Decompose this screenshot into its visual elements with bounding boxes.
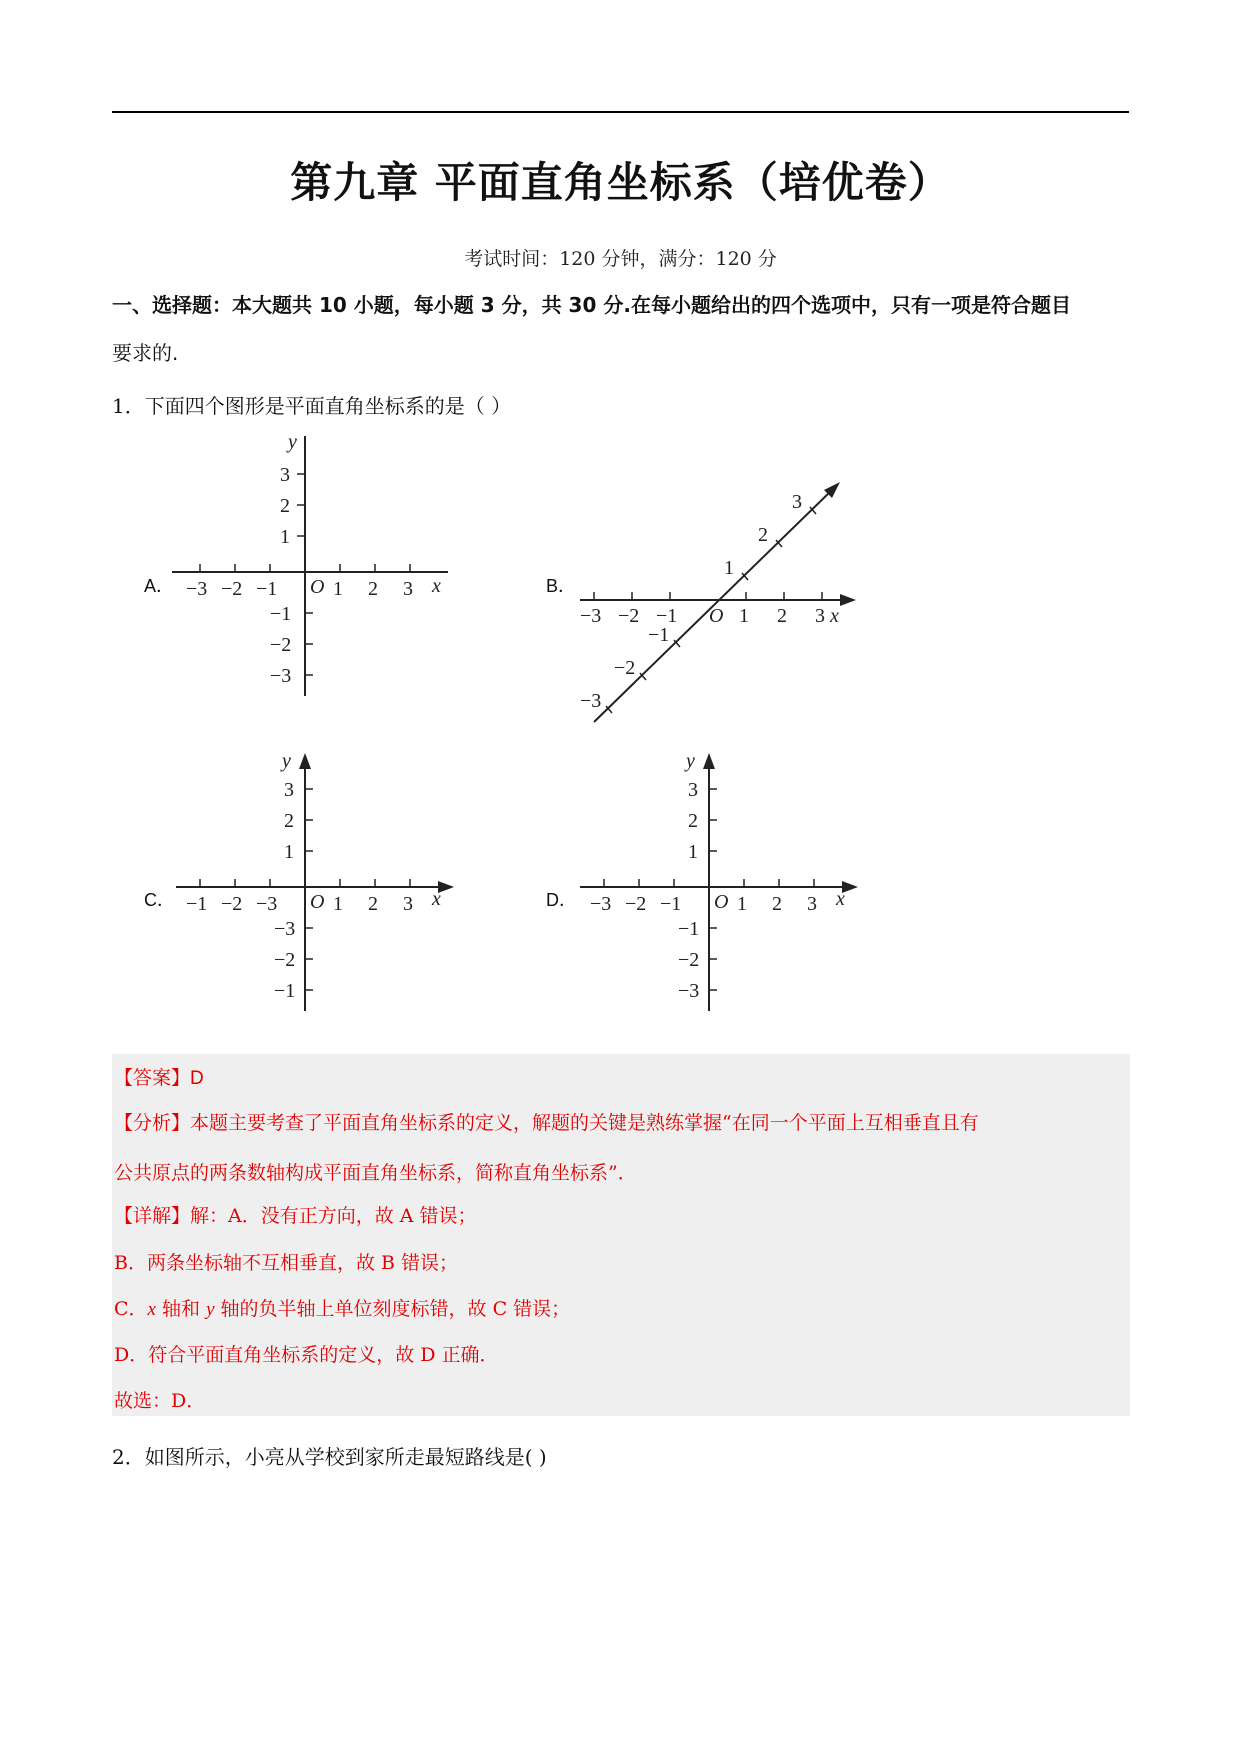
y-tick-label: 3 [280,464,290,486]
y-tick-label: −3 [274,918,296,940]
y-tick-label: −3 [270,665,292,687]
y-axis-label: y [686,750,695,772]
x-tick-label: 3 [815,605,825,627]
y-tick-label: 1 [688,841,698,863]
detail-line-c [114,1294,570,1321]
x-axis-label: x [432,575,441,597]
y-tick-label: −3 [678,980,700,1002]
detail-c-x-var: x [147,1299,156,1320]
y-tick-label: −1 [270,603,292,625]
y-tick-label: 1 [280,526,290,548]
x-tick-label: 2 [772,893,782,915]
x-tick-label: −1 [656,605,678,627]
question-2-stem: 2．如图所示，小亮从学校到家所走最短路线是( ) [112,1445,547,1469]
x-tick-label: 1 [739,605,749,627]
detail-c-y-var: y [206,1299,215,1320]
option-a-label: A． [144,576,175,596]
x-tick-label: 1 [333,578,343,600]
y-axis-label: y [282,750,291,772]
x-tick-label: −3 [256,893,278,915]
x-tick-label: −2 [625,893,647,915]
x-tick-label: 1 [333,893,343,915]
x-tick-label: 2 [368,578,378,600]
origin-label: O [310,891,325,913]
y-tick-label: 2 [280,495,290,517]
origin-label: O [709,605,724,627]
diag-tick-label: −1 [648,624,670,646]
figure-option-c [170,745,460,1019]
option-c-label: C． [144,890,175,910]
answer-tag: 【答案】 [114,1067,191,1089]
x-tick-label: 3 [807,893,817,915]
x-tick-label: 3 [403,893,413,915]
conclusion-line: 故选：D． [114,1390,206,1412]
analysis-line-2: 公共原点的两条数轴构成平面直角坐标系，简称直角坐标系”． [114,1162,637,1184]
x-tick-label: 2 [777,605,787,627]
x-tick-label: −1 [660,893,682,915]
page-title: 第九章 平面直角坐标系（培优卷） [290,158,951,207]
detail-line-d: D．符合平面直角坐标系的定义，故 D 正确． [114,1344,499,1366]
x-tick-label: −2 [618,605,640,627]
x-tick-label: −2 [221,893,243,915]
detail-tag: 【详解】 [114,1205,191,1227]
x-axis-label: x [836,888,845,910]
detail-line-b: B．两条坐标轴不互相垂直，故 B 错误； [114,1252,459,1274]
question-1-stem: 1．下面四个图形是平面直角坐标系的是（ ） [112,394,512,418]
x-tick-label: 2 [368,893,378,915]
y-tick-label: 2 [688,810,698,832]
y-tick-label: 3 [284,779,294,801]
y-tick-label: −1 [274,980,296,1002]
option-d-label: D． [546,890,577,910]
analysis-line-1 [114,1108,979,1135]
y-tick-label: 3 [688,779,698,801]
section-heading-line-2: 要求的. [112,341,179,365]
x-tick-label: −3 [186,578,208,600]
y-tick-label: −2 [270,634,292,656]
section-heading-line-1: 一、选择题：本大题共 10 小题，每小题 3 分，共 30 分.在每小题给出的四个选项中，只有一项是符合题目 [112,293,1071,317]
y-tick-label: −1 [678,918,700,940]
diag-tick-label: −3 [580,690,602,712]
detail-c-suffix: 轴的负半轴上单位刻度标错，故 C 错误； [214,1298,571,1320]
figure-option-d [574,745,864,1019]
x-tick-label: 1 [737,893,747,915]
diag-tick-label: −2 [614,657,636,679]
figure-option-b [574,470,864,734]
answer-line [114,1063,204,1090]
detail-text-a: 解：A．没有正方向，故 A 错误； [190,1205,477,1227]
origin-label: O [310,576,325,598]
analysis-tag: 【分析】 [114,1112,191,1134]
figure-option-a [170,430,460,704]
detail-c-mid: 轴和 [155,1298,207,1320]
origin-label: O [714,891,729,913]
x-axis-label: x [830,605,839,627]
x-tick-label: −2 [221,578,243,600]
diag-tick-label: 2 [758,524,768,546]
analysis-text-1: 本题主要考查了平面直角坐标系的定义，解题的关键是熟练掌握“在同一个平面上互相垂直且有 [190,1112,979,1134]
exam-info: 考试时间：120 分钟，满分：120 分 [464,248,777,270]
y-tick-label: −2 [678,949,700,971]
header-rule [112,111,1129,113]
x-tick-label: −3 [590,893,612,915]
option-b-label: B． [546,576,577,596]
detail-line-a [114,1201,477,1228]
x-tick-label: −1 [186,893,208,915]
diag-tick-label: 1 [724,557,734,579]
y-tick-label: −2 [274,949,296,971]
y-axis-label: y [288,431,297,453]
answer-value: D [190,1068,204,1089]
x-tick-label: 3 [403,578,413,600]
x-tick-label: −1 [256,578,278,600]
detail-c-prefix: C． [114,1298,148,1320]
y-tick-label: 1 [284,841,294,863]
diag-tick-label: 3 [792,491,802,513]
x-tick-label: −3 [580,605,602,627]
x-axis-label: x [432,888,441,910]
y-tick-label: 2 [284,810,294,832]
